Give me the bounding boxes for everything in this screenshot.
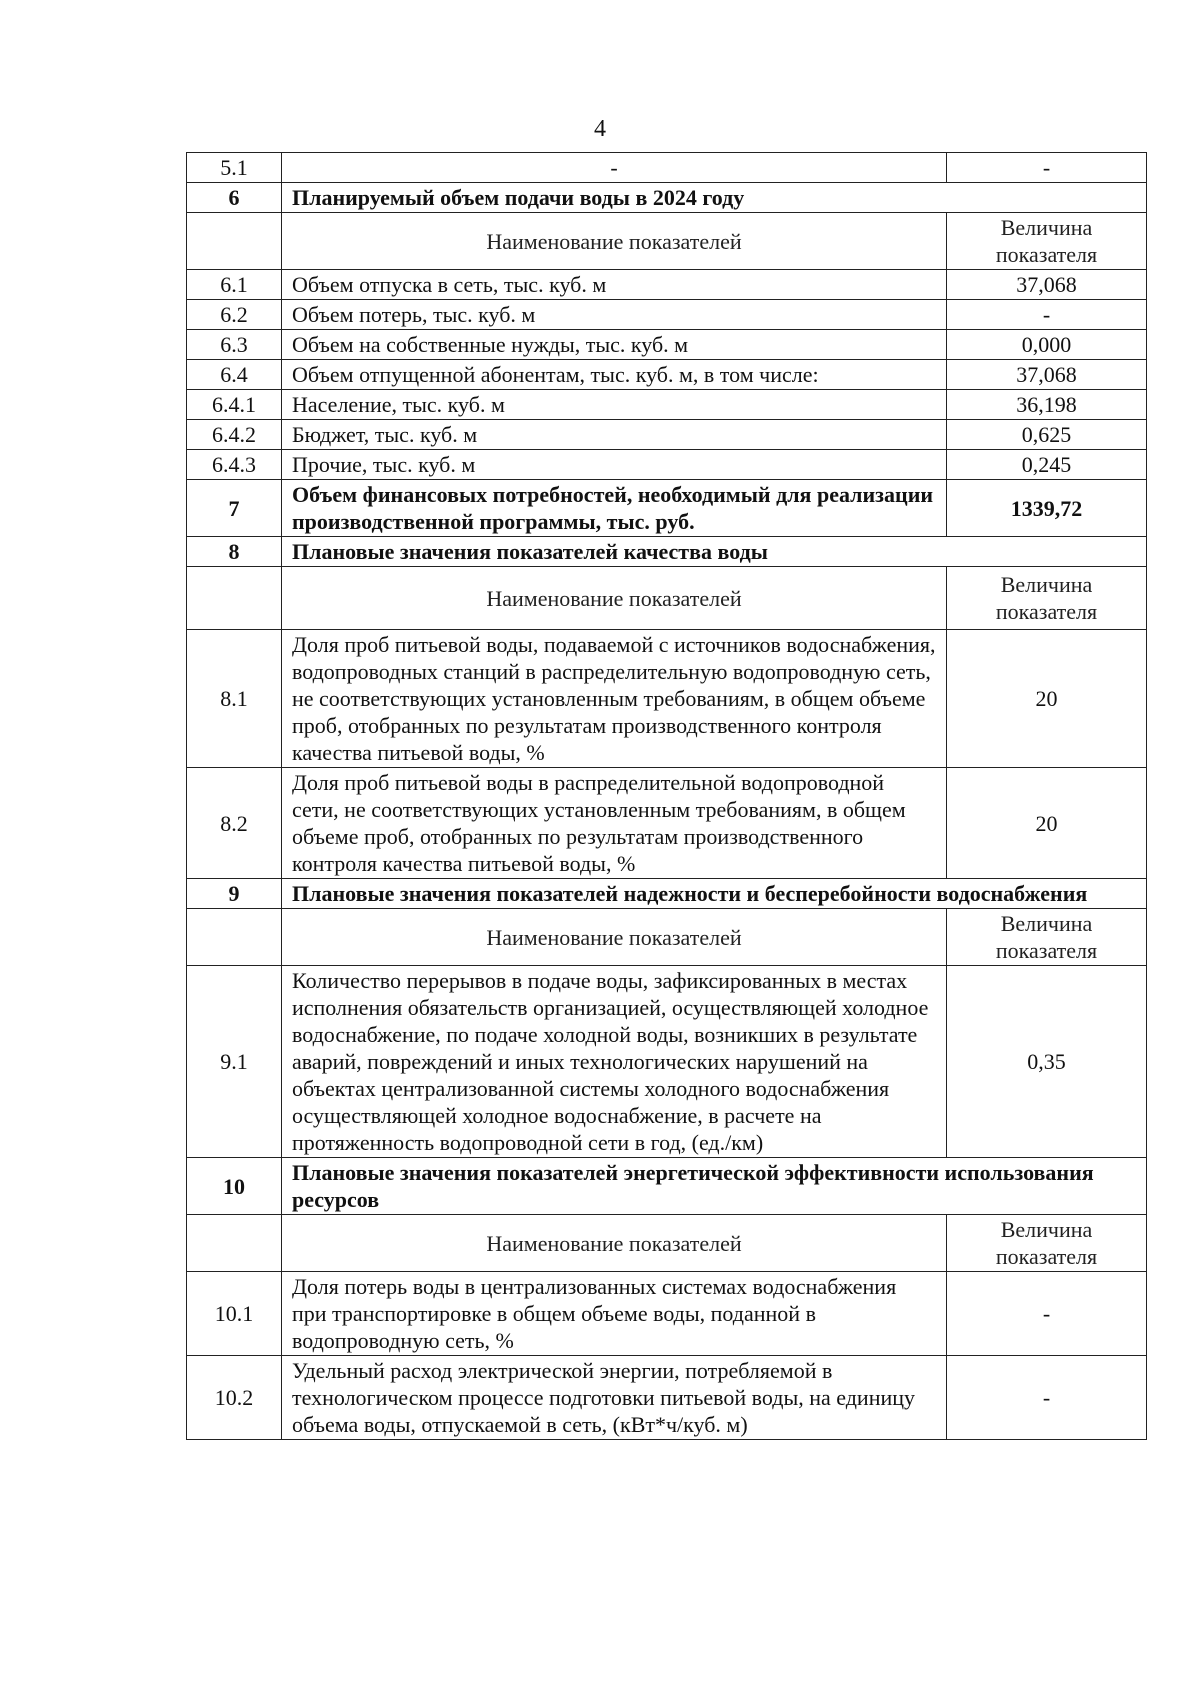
section-number: 9 <box>187 879 282 909</box>
column-header-name: Наименование показателей <box>282 1215 947 1272</box>
section-title: Плановые значения показателей надежности и бесперебойности водоснабжения <box>282 879 1147 909</box>
indicators-table-body <box>187 153 1147 1440</box>
column-header-value: Величина показателя <box>947 213 1147 270</box>
row-number: 8.2 <box>187 768 282 879</box>
table-row <box>187 768 1147 879</box>
table-row <box>187 270 1147 300</box>
indicator-value: - <box>947 300 1147 330</box>
indicator-name: Доля проб питьевой воды в распределительной водопроводной сети, не соответствующих установленным требованиям, в общем объеме проб, отобранных по результатам производственного контроля качества питьевой воды, % <box>282 768 947 879</box>
row-number: 6.3 <box>187 330 282 360</box>
indicator-name: Население, тыс. куб. м <box>282 390 947 420</box>
indicator-name: Доля потерь воды в централизованных системах водоснабжения при транспортировке в общем объеме воды, поданной в водопроводную сеть, % <box>282 1272 947 1356</box>
indicator-value: - <box>947 1356 1147 1440</box>
table-row <box>187 1356 1147 1440</box>
row-number: 7 <box>187 480 282 537</box>
section-number: 10 <box>187 1158 282 1215</box>
column-header-row <box>187 567 1147 630</box>
table-row <box>187 330 1147 360</box>
indicator-value: - <box>947 153 1147 183</box>
indicators-table <box>186 152 1147 1440</box>
table-row <box>187 480 1147 537</box>
section-number: 6 <box>187 183 282 213</box>
section-number: 8 <box>187 537 282 567</box>
indicator-value: 0,625 <box>947 420 1147 450</box>
section-row <box>187 537 1147 567</box>
indicator-value: 0,35 <box>947 966 1147 1158</box>
indicator-name: Объем отпущенной абонентам, тыс. куб. м, в том числе: <box>282 360 947 390</box>
section-title: Плановые значения показателей качества воды <box>282 537 1147 567</box>
section-title: Планируемый объем подачи воды в 2024 году <box>282 183 1147 213</box>
row-number: 5.1 <box>187 153 282 183</box>
table-row <box>187 450 1147 480</box>
row-number: 6.4.2 <box>187 420 282 450</box>
row-number: 10.1 <box>187 1272 282 1356</box>
indicator-value: 37,068 <box>947 270 1147 300</box>
indicator-name: Удельный расход электрической энергии, потребляемой в технологическом процессе подготовки питьевой воды, на единицу объема воды, отпускаемой в сеть, (кВт*ч/куб. м) <box>282 1356 947 1440</box>
table-row <box>187 390 1147 420</box>
indicator-name: Объем финансовых потребностей, необходимый для реализации производственной программы, тыс. руб. <box>282 480 947 537</box>
table-row <box>187 1272 1147 1356</box>
table-row <box>187 630 1147 768</box>
empty-cell <box>187 213 282 270</box>
indicator-name: Объем отпуска в сеть, тыс. куб. м <box>282 270 947 300</box>
indicator-value: - <box>947 1272 1147 1356</box>
column-header-value: Величина показателя <box>947 567 1147 630</box>
column-header-value: Величина показателя <box>947 909 1147 966</box>
column-header-name: Наименование показателей <box>282 213 947 270</box>
row-number: 8.1 <box>187 630 282 768</box>
column-header-value: Величина показателя <box>947 1215 1147 1272</box>
indicator-value: 1339,72 <box>947 480 1147 537</box>
row-number: 6.4.1 <box>187 390 282 420</box>
row-number: 10.2 <box>187 1356 282 1440</box>
section-row <box>187 1158 1147 1215</box>
column-header-row <box>187 213 1147 270</box>
empty-cell <box>187 1215 282 1272</box>
indicator-name: Объем на собственные нужды, тыс. куб. м <box>282 330 947 360</box>
column-header-name: Наименование показателей <box>282 567 947 630</box>
indicator-value: 20 <box>947 768 1147 879</box>
table-row <box>187 153 1147 183</box>
table-row <box>187 300 1147 330</box>
indicator-value: 0,000 <box>947 330 1147 360</box>
column-header-row <box>187 909 1147 966</box>
indicator-value: 20 <box>947 630 1147 768</box>
page-number: 4 <box>594 116 606 142</box>
indicator-name: Количество перерывов в подаче воды, зафиксированных в местах исполнения обязательств организацией, осуществляющей холодное водоснабжение, по подаче холодной воды, возникших в результате аварий, повреждений и иных технологических нарушений на объектах централизованной системы холодного водоснабжения осуществляющей холодное водоснабжение, в расчете на протяженность водопроводной сети в год, (ед./км) <box>282 966 947 1158</box>
indicator-value: 37,068 <box>947 360 1147 390</box>
indicator-name: Объем потерь, тыс. куб. м <box>282 300 947 330</box>
indicator-value: 0,245 <box>947 450 1147 480</box>
section-row <box>187 183 1147 213</box>
row-number: 6.1 <box>187 270 282 300</box>
table-row <box>187 360 1147 390</box>
table-row <box>187 966 1147 1158</box>
indicator-name: Доля проб питьевой воды, подаваемой с источников водоснабжения, водопроводных станций в распределительную водопроводную сеть, не соответствующих установленным требованиям, в общем объеме проб, отобранных по результатам производственного контроля качества питьевой воды, % <box>282 630 947 768</box>
indicator-name: Бюджет, тыс. куб. м <box>282 420 947 450</box>
row-number: 6.2 <box>187 300 282 330</box>
indicator-value: 36,198 <box>947 390 1147 420</box>
row-number: 9.1 <box>187 966 282 1158</box>
empty-cell <box>187 567 282 630</box>
column-header-name: Наименование показателей <box>282 909 947 966</box>
row-number: 6.4 <box>187 360 282 390</box>
indicator-name: - <box>282 153 947 183</box>
table-row <box>187 420 1147 450</box>
section-row <box>187 879 1147 909</box>
empty-cell <box>187 909 282 966</box>
column-header-row <box>187 1215 1147 1272</box>
row-number: 6.4.3 <box>187 450 282 480</box>
indicator-name: Прочие, тыс. куб. м <box>282 450 947 480</box>
section-title: Плановые значения показателей энергетической эффективности использования ресурсов <box>282 1158 1147 1215</box>
